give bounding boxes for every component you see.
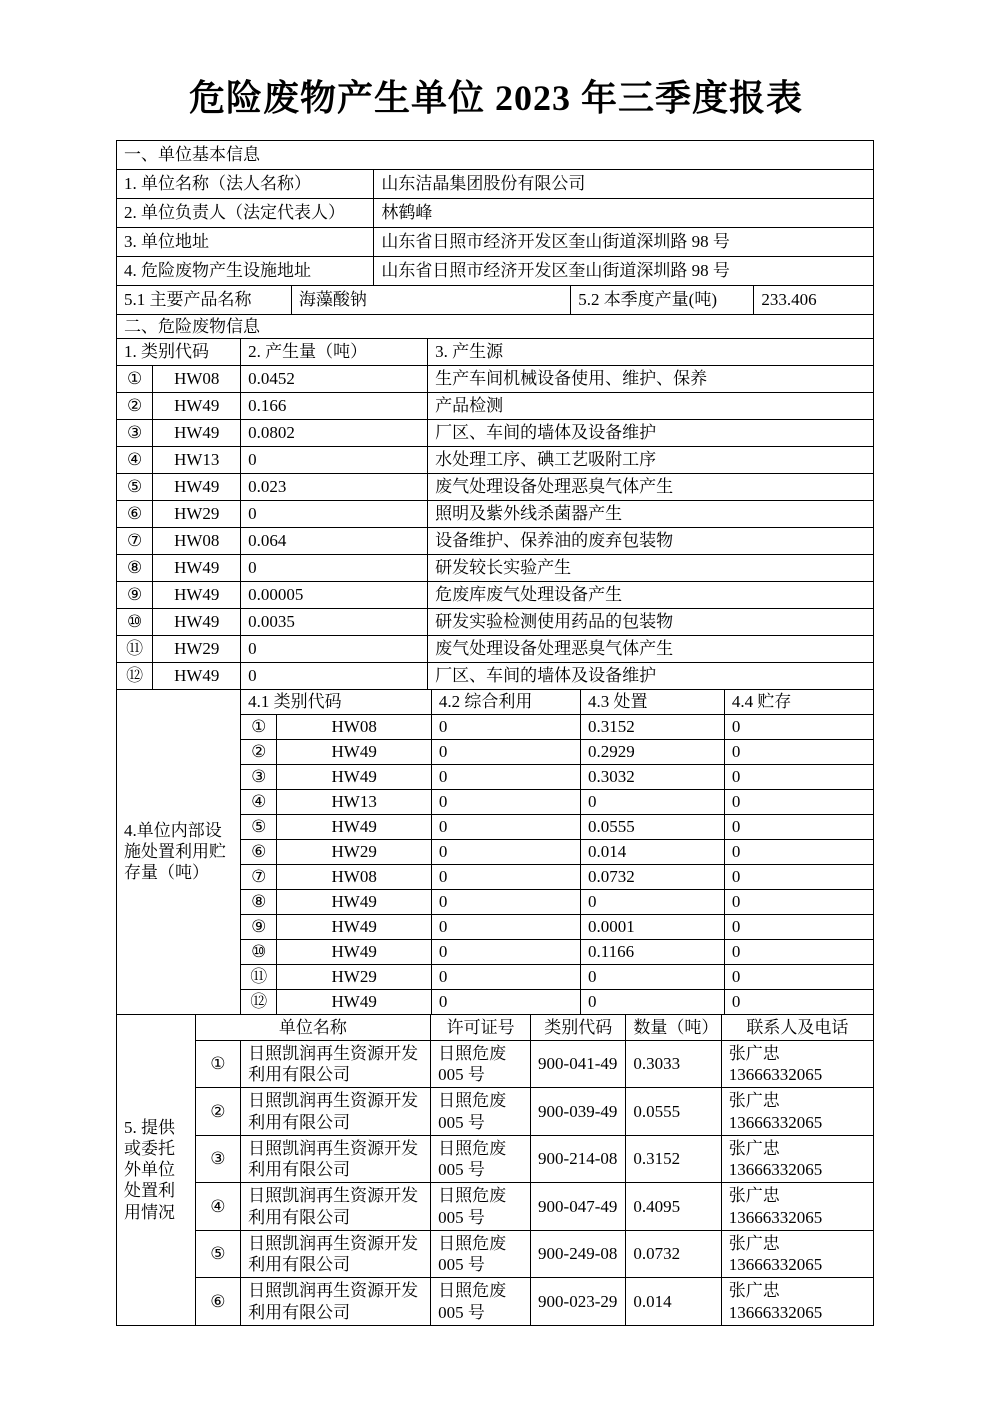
external-company: 日照凯润再生资源开发利用有限公司: [241, 1278, 431, 1326]
internal-storage: 0: [724, 789, 873, 814]
external-row-num: ①: [195, 1040, 240, 1088]
waste-code: HW29: [153, 635, 241, 662]
table-row: [117, 339, 874, 365]
waste-amount: 0: [241, 635, 428, 662]
external-amount: 0.0732: [626, 1230, 721, 1278]
internal-header-category: 4.1 类别代码: [241, 689, 432, 714]
internal-utilization: 0: [431, 789, 580, 814]
external-contact: [721, 1135, 873, 1183]
waste-source: 研发较长实验产生: [428, 554, 874, 581]
internal-storage: 0: [724, 939, 873, 964]
contact-phone: 13666332065: [728, 1207, 823, 1227]
internal-disposal-value: 0.3032: [581, 764, 725, 789]
waste-amount: 0.166: [241, 392, 428, 419]
internal-disposal-value: 0.3152: [581, 714, 725, 739]
external-code: 900-047-49: [531, 1183, 626, 1231]
waste-code: HW49: [153, 473, 241, 500]
waste-amount: 0: [241, 500, 428, 527]
internal-storage: 0: [724, 864, 873, 889]
waste-source: 废气处理设备处理恶臭气体产生: [428, 635, 874, 662]
waste-row-num: ⑦: [117, 527, 153, 554]
internal-header-storage: 4.4 贮存: [724, 689, 873, 714]
unit-address-value: 山东省日照市经济开发区奎山街道深圳路 98 号: [374, 228, 874, 257]
contact-name: 张广忠: [728, 1091, 780, 1111]
table-row: [117, 1183, 874, 1231]
unit-name-value: 山东洁晶集团股份有限公司: [374, 170, 874, 199]
internal-row-num: ⑤: [241, 814, 277, 839]
internal-row-num: ⑥: [241, 839, 277, 864]
waste-amount: 0.0802: [241, 419, 428, 446]
waste-source: 生产车间机械设备使用、维护、保养: [428, 365, 874, 392]
external-row-num: ③: [195, 1135, 240, 1183]
table-row: [117, 315, 874, 339]
internal-disposal-value: 0: [581, 889, 725, 914]
waste-header-amount: 2. 产生量（吨）: [241, 339, 428, 365]
table-row: [117, 257, 874, 286]
waste-row-num: ⑨: [117, 581, 153, 608]
waste-source: 厂区、车间的墙体及设备维护: [428, 662, 874, 689]
waste-row-num: ⑥: [117, 500, 153, 527]
contact-phone: 13666332065: [728, 1065, 823, 1084]
table-row: [117, 228, 874, 257]
external-company: 日照凯润再生资源开发利用有限公司: [241, 1040, 431, 1088]
waste-source: 厂区、车间的墙体及设备维护: [428, 419, 874, 446]
internal-code: HW49: [277, 739, 431, 764]
external-amount: 0.0555: [626, 1088, 721, 1136]
facility-address-label: 4. 危险废物产生设施地址: [117, 257, 374, 286]
waste-code: HW29: [153, 500, 241, 527]
table-row: [117, 662, 874, 689]
external-header-license: 许可证号: [431, 1014, 531, 1040]
table-row: [117, 581, 874, 608]
external-license: 日照危废 005 号: [431, 1135, 531, 1183]
waste-amount: 0: [241, 446, 428, 473]
internal-row-num: ②: [241, 739, 277, 764]
contact-phone: 13666332065: [728, 1160, 823, 1179]
waste-code: HW49: [153, 662, 241, 689]
unit-head-label: 2. 单位负责人（法定代表人）: [117, 199, 374, 228]
contact-name: 张广忠: [728, 1233, 780, 1253]
internal-disposal-value: 0: [581, 789, 725, 814]
external-header-contact: 联系人及电话: [721, 1014, 873, 1040]
table-row: [117, 446, 874, 473]
internal-disposal-table: [116, 689, 874, 1015]
external-contact: [721, 1088, 873, 1136]
table-row: [117, 1040, 874, 1088]
internal-disposal-value: 0.014: [581, 839, 725, 864]
internal-storage: 0: [724, 964, 873, 989]
internal-row-num: ⑧: [241, 889, 277, 914]
waste-source: 照明及紫外线杀菌器产生: [428, 500, 874, 527]
internal-storage: 0: [724, 839, 873, 864]
waste-source: 水处理工序、碘工艺吸附工序: [428, 446, 874, 473]
waste-source: 产品检测: [428, 392, 874, 419]
internal-storage: 0: [724, 889, 873, 914]
external-disposal-table: [116, 1014, 874, 1326]
contact-name: 张广忠: [728, 1043, 780, 1063]
external-disposal-label: 5. 提供或委托外单位处置利用情况: [117, 1014, 196, 1325]
contact-phone: 13666332065: [728, 1112, 823, 1132]
contact-phone: 13666332065: [728, 1255, 823, 1274]
product-name-label: 5.1 主要产品名称: [117, 286, 292, 315]
internal-row-num: ⑫: [241, 989, 277, 1014]
internal-utilization: 0: [431, 889, 580, 914]
internal-code: HW29: [277, 839, 431, 864]
waste-row-num: ①: [117, 365, 153, 392]
internal-storage: 0: [724, 914, 873, 939]
section-title-basic-info: 一、单位基本信息: [117, 141, 874, 170]
external-row-num: ⑥: [195, 1278, 240, 1326]
external-contact: [721, 1040, 873, 1088]
internal-storage: 0: [724, 714, 873, 739]
report-table: [116, 140, 874, 1326]
contact-phone: 13666332065: [728, 1302, 823, 1322]
internal-row-num: ⑩: [241, 939, 277, 964]
external-code: 900-249-08: [531, 1230, 626, 1278]
waste-amount: 0.023: [241, 473, 428, 500]
internal-disposal-value: 0.1166: [581, 939, 725, 964]
waste-code: HW08: [153, 365, 241, 392]
waste-source: 研发实验检测使用药品的包装物: [428, 608, 874, 635]
waste-row-num: ②: [117, 392, 153, 419]
external-header-company: 单位名称: [195, 1014, 430, 1040]
internal-row-num: ⑦: [241, 864, 277, 889]
table-row: [117, 1088, 874, 1136]
internal-disposal-value: 0.0001: [581, 914, 725, 939]
waste-row-num: ④: [117, 446, 153, 473]
external-amount: 0.3033: [626, 1040, 721, 1088]
internal-utilization: 0: [431, 939, 580, 964]
internal-storage: 0: [724, 764, 873, 789]
waste-row-num: ⑩: [117, 608, 153, 635]
external-license: 日照危废 005 号: [431, 1278, 531, 1326]
table-row: [117, 1135, 874, 1183]
table-row: [117, 473, 874, 500]
internal-code: HW08: [277, 714, 431, 739]
table-row: [117, 170, 874, 199]
waste-code: HW49: [153, 554, 241, 581]
waste-row-num: ③: [117, 419, 153, 446]
external-row-num: ④: [195, 1183, 240, 1231]
internal-utilization: 0: [431, 964, 580, 989]
waste-source: 废气处理设备处理恶臭气体产生: [428, 473, 874, 500]
external-code: 900-214-08: [531, 1135, 626, 1183]
table-row: [117, 608, 874, 635]
waste-amount: 0: [241, 554, 428, 581]
external-amount: 0.3152: [626, 1135, 721, 1183]
internal-code: HW29: [277, 964, 431, 989]
table-row: [117, 527, 874, 554]
section-title-waste-info: 二、危险废物信息: [117, 315, 874, 339]
unit-head-value: 林鹤峰: [374, 199, 874, 228]
product-name-value: 海藻酸钠: [291, 286, 570, 315]
internal-utilization: 0: [431, 864, 580, 889]
internal-code: HW49: [277, 889, 431, 914]
external-company: 日照凯润再生资源开发利用有限公司: [241, 1135, 431, 1183]
table-row: [117, 635, 874, 662]
table-row: [117, 689, 874, 714]
waste-header-category: 1. 类别代码: [117, 339, 241, 365]
internal-code: HW49: [277, 989, 431, 1014]
external-company: 日照凯润再生资源开发利用有限公司: [241, 1088, 431, 1136]
external-amount: 0.014: [626, 1278, 721, 1326]
internal-row-num: ⑨: [241, 914, 277, 939]
internal-row-num: ⑪: [241, 964, 277, 989]
external-header-amount: 数量（吨）: [626, 1014, 721, 1040]
waste-amount: 0.00005: [241, 581, 428, 608]
external-license: 日照危废 005 号: [431, 1040, 531, 1088]
page-title: 危险废物产生单位 2023 年三季度报表: [188, 78, 803, 118]
internal-row-num: ③: [241, 764, 277, 789]
waste-info-title-table: [116, 314, 874, 339]
waste-amount: 0.064: [241, 527, 428, 554]
waste-row-num: ⑤: [117, 473, 153, 500]
waste-source: 设备维护、保养油的废弃包装物: [428, 527, 874, 554]
internal-code: HW49: [277, 914, 431, 939]
contact-name: 张广忠: [728, 1138, 780, 1158]
waste-header-source: 3. 产生源: [428, 339, 874, 365]
waste-code: HW49: [153, 419, 241, 446]
facility-address-value: 山东省日照市经济开发区奎山街道深圳路 98 号: [374, 257, 874, 286]
waste-code: HW08: [153, 527, 241, 554]
internal-row-num: ①: [241, 714, 277, 739]
waste-amount: 0.0452: [241, 365, 428, 392]
internal-utilization: 0: [431, 814, 580, 839]
basic-info-table: [116, 140, 874, 286]
internal-disposal-value: 0: [581, 989, 725, 1014]
waste-code: HW49: [153, 581, 241, 608]
waste-row-num: ⑧: [117, 554, 153, 581]
internal-code: HW49: [277, 939, 431, 964]
table-row: [117, 554, 874, 581]
waste-source: 危废库废气处理设备产生: [428, 581, 874, 608]
external-header-category: 类别代码: [531, 1014, 626, 1040]
quarter-output-label: 5.2 本季度产量(吨): [571, 286, 754, 315]
unit-address-label: 3. 单位地址: [117, 228, 374, 257]
internal-code: HW49: [277, 814, 431, 839]
unit-name-label: 1. 单位名称（法人名称）: [117, 170, 374, 199]
table-row: [117, 1014, 874, 1040]
external-license: 日照危废 005 号: [431, 1183, 531, 1231]
waste-row-num: ⑪: [117, 635, 153, 662]
internal-utilization: 0: [431, 714, 580, 739]
external-code: 900-023-29: [531, 1278, 626, 1326]
external-company: 日照凯润再生资源开发利用有限公司: [241, 1183, 431, 1231]
internal-disposal-value: 0.2929: [581, 739, 725, 764]
internal-utilization: 0: [431, 989, 580, 1014]
external-code: 900-041-49: [531, 1040, 626, 1088]
table-row: [117, 419, 874, 446]
internal-header-disposal: 4.3 处置: [581, 689, 725, 714]
table-row: [117, 1230, 874, 1278]
quarter-output-value: 233.406: [754, 286, 874, 315]
product-row-table: [116, 285, 874, 315]
internal-disposal-value: 0.0732: [581, 864, 725, 889]
external-company: 日照凯润再生资源开发利用有限公司: [241, 1230, 431, 1278]
internal-header-utilization: 4.2 综合利用: [431, 689, 580, 714]
internal-utilization: 0: [431, 839, 580, 864]
table-row: [117, 199, 874, 228]
waste-code: HW49: [153, 392, 241, 419]
internal-code: HW08: [277, 864, 431, 889]
internal-storage: 0: [724, 989, 873, 1014]
waste-row-num: ⑫: [117, 662, 153, 689]
contact-name: 张广忠: [728, 1186, 780, 1206]
external-license: 日照危废 005 号: [431, 1230, 531, 1278]
external-contact: [721, 1278, 873, 1326]
external-contact: [721, 1183, 873, 1231]
internal-storage: 0: [724, 814, 873, 839]
external-amount: 0.4095: [626, 1183, 721, 1231]
table-row: [117, 286, 874, 315]
internal-storage: 0: [724, 739, 873, 764]
internal-disposal-value: 0.0555: [581, 814, 725, 839]
internal-disposal-value: 0: [581, 964, 725, 989]
waste-amount: 0.0035: [241, 608, 428, 635]
external-row-num: ⑤: [195, 1230, 240, 1278]
waste-info-table: [116, 338, 874, 689]
contact-name: 张广忠: [728, 1281, 780, 1301]
external-code: 900-039-49: [531, 1088, 626, 1136]
internal-utilization: 0: [431, 739, 580, 764]
internal-code: HW13: [277, 789, 431, 814]
internal-utilization: 0: [431, 764, 580, 789]
waste-code: HW13: [153, 446, 241, 473]
internal-utilization: 0: [431, 914, 580, 939]
external-contact: [721, 1230, 873, 1278]
waste-code: HW49: [153, 608, 241, 635]
external-license: 日照危废 005 号: [431, 1088, 531, 1136]
internal-code: HW49: [277, 764, 431, 789]
table-row: [117, 500, 874, 527]
external-row-num: ②: [195, 1088, 240, 1136]
internal-disposal-label: 4.单位内部设施处置利用贮存量（吨）: [117, 689, 241, 1014]
table-row: [117, 1278, 874, 1326]
table-row: [117, 392, 874, 419]
table-row: [117, 365, 874, 392]
table-row: [117, 141, 874, 170]
waste-amount: 0: [241, 662, 428, 689]
internal-row-num: ④: [241, 789, 277, 814]
